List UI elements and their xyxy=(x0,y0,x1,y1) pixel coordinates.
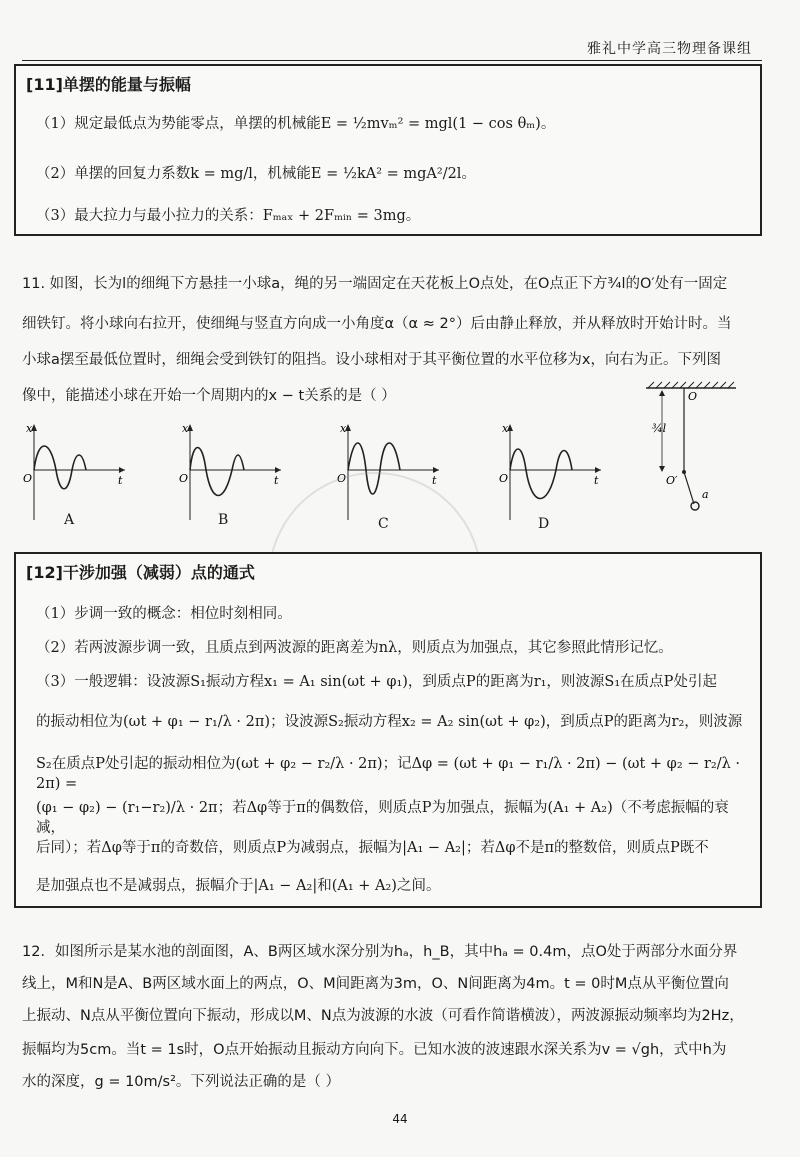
pendulum-diagram xyxy=(640,380,740,520)
svg-text:t: t xyxy=(432,474,437,487)
svg-text:x: x xyxy=(182,422,189,435)
box-11-line-3: （3）最大拉力与最小拉力的关系：Fₘₐₓ + 2Fₘᵢₙ = 3mg。 xyxy=(36,208,421,224)
box-12-line-1: （1）步调一致的概念：相位时刻相同。 xyxy=(36,606,292,622)
graph-d-label: D xyxy=(538,516,550,532)
page-number: 44 xyxy=(392,1112,408,1126)
svg-text:O: O xyxy=(499,472,509,485)
q11-line-3: 小球a摆至最低位置时，细绳会受到铁钉的阻挡。设小球相对于其平衡位置的水平位移为x，向右为正。下列图 xyxy=(22,352,721,368)
svg-text:t: t xyxy=(274,474,279,487)
header-school: 雅礼中学高三物理备课组 xyxy=(587,41,752,57)
graph-a-label: A xyxy=(64,512,75,528)
box-12-line-5: S₂在质点P处引起的振动相位为(ωt + φ₂ − r₂/λ · 2π)；记Δφ = (ωt + φ₁ − r₁/λ · 2π) − (ωt + φ₂ − r₂/λ · 2π) = xyxy=(36,756,741,792)
svg-text:x: x xyxy=(26,422,33,435)
svg-text:O: O xyxy=(337,472,347,485)
summary-box-11 xyxy=(14,64,762,236)
graph-d xyxy=(496,420,606,530)
q12-line-5: 水的深度，g = 10m/s²。下列说法正确的是（ ） xyxy=(22,1074,341,1090)
graph-b xyxy=(176,420,286,530)
box-12-line-3: （3）一般逻辑：设波源S₁振动方程x₁ = A₁ sin(ωt + φ₁)，到质点P的距离为r₁，则波源S₁在质点P处引起 xyxy=(36,674,717,690)
q12-line-4: 振幅均为5cm。当t = 1s时，O点开始振动且振动方向向下。已知水波的波速跟水深关系为v = √gh，式中h为 xyxy=(22,1042,727,1058)
q11-line-4: 像中，能描述小球在开始一个周期内的x − t关系的是（ ） xyxy=(22,388,396,404)
box-11-title: [11]单摆的能量与振幅 xyxy=(26,75,191,94)
box-12-line-8: 是加强点也不是减弱点，振幅介于|A₁ − A₂|和(A₁ + A₂)之间。 xyxy=(36,878,441,894)
q11-line-1: 11. 如图，长为l的细绳下方悬挂一小球a，绳的另一端固定在天花板上O点处，在O点正下方¾l的O′处有一固定 xyxy=(22,276,728,292)
box-11-line-2: （2）单摆的回复力系数k = mg/l，机械能E = ½kA² = mgA²/2l。 xyxy=(36,166,476,182)
q12-line-2: 线上，M和N是A、B两区域水面上的两点，O、M间距离为3m，O、N间距离为4m。t = 0时M点从平衡位置向 xyxy=(22,976,729,992)
q12-line-3: 上振动、N点从平衡位置向下振动，形成以M、N点为波源的水波（可看作简谐横波），两波源振动频率均为2Hz， xyxy=(22,1008,744,1024)
box-12-line-7: 后同）；若Δφ等于π的奇数倍，则质点P为减弱点，振幅为|A₁ − A₂|；若Δφ不是π的整数倍，则质点P既不 xyxy=(36,840,709,856)
svg-text:O′: O′ xyxy=(666,474,678,487)
box-12-line-6: (φ₁ − φ₂) − (r₁−r₂)/λ · 2π；若Δφ等于π的偶数倍，则质点P为加强点，振幅为(A₁ + A₂)（不考虑振幅的衰减， xyxy=(36,800,729,836)
header-rule xyxy=(22,60,762,61)
summary-box-12 xyxy=(14,552,762,908)
graph-b-label: B xyxy=(218,512,229,528)
svg-text:t: t xyxy=(118,474,123,487)
graph-c-label: C xyxy=(378,516,389,532)
box-12-line-4: 的振动相位为(ωt + φ₁ − r₁/λ · 2π)；设波源S₂振动方程x₂ = A₂ sin(ωt + φ₂)，到质点P的距离为r₂，则波源 xyxy=(36,714,743,730)
graph-a xyxy=(20,420,130,530)
svg-text:x: x xyxy=(502,422,509,435)
q12-line-1: 12．如图所示是某水池的剖面图，A、B两区域水深分别为hₐ，h_B，其中hₐ = 0.4m，点O处于两部分水面分界 xyxy=(22,944,738,960)
svg-text:t: t xyxy=(594,474,599,487)
question-12-text xyxy=(22,942,756,1092)
svg-text:O: O xyxy=(179,472,189,485)
svg-text:¾l: ¾l xyxy=(652,422,667,435)
box-11-line-1: （1）规定最低点为势能零点，单摆的机械能E = ½mvₘ² = mgl(1 − cos θₘ)。 xyxy=(36,116,556,132)
svg-text:O: O xyxy=(23,472,33,485)
box-12-title: [12]干涉加强（减弱）点的通式 xyxy=(26,563,255,582)
svg-text:O: O xyxy=(688,390,698,403)
svg-text:a: a xyxy=(702,488,709,501)
box-12-line-2: （2）若两波源步调一致，且质点到两波源的距离差为nλ，则质点为加强点，其它参照此情形记忆。 xyxy=(36,640,673,656)
q11-line-2: 细铁钉。将小球向右拉开，使细绳与竖直方向成一小角度α（α ≈ 2°）后由静止释放，并从释放时开始计时。当 xyxy=(22,316,732,332)
svg-text:x: x xyxy=(340,422,347,435)
